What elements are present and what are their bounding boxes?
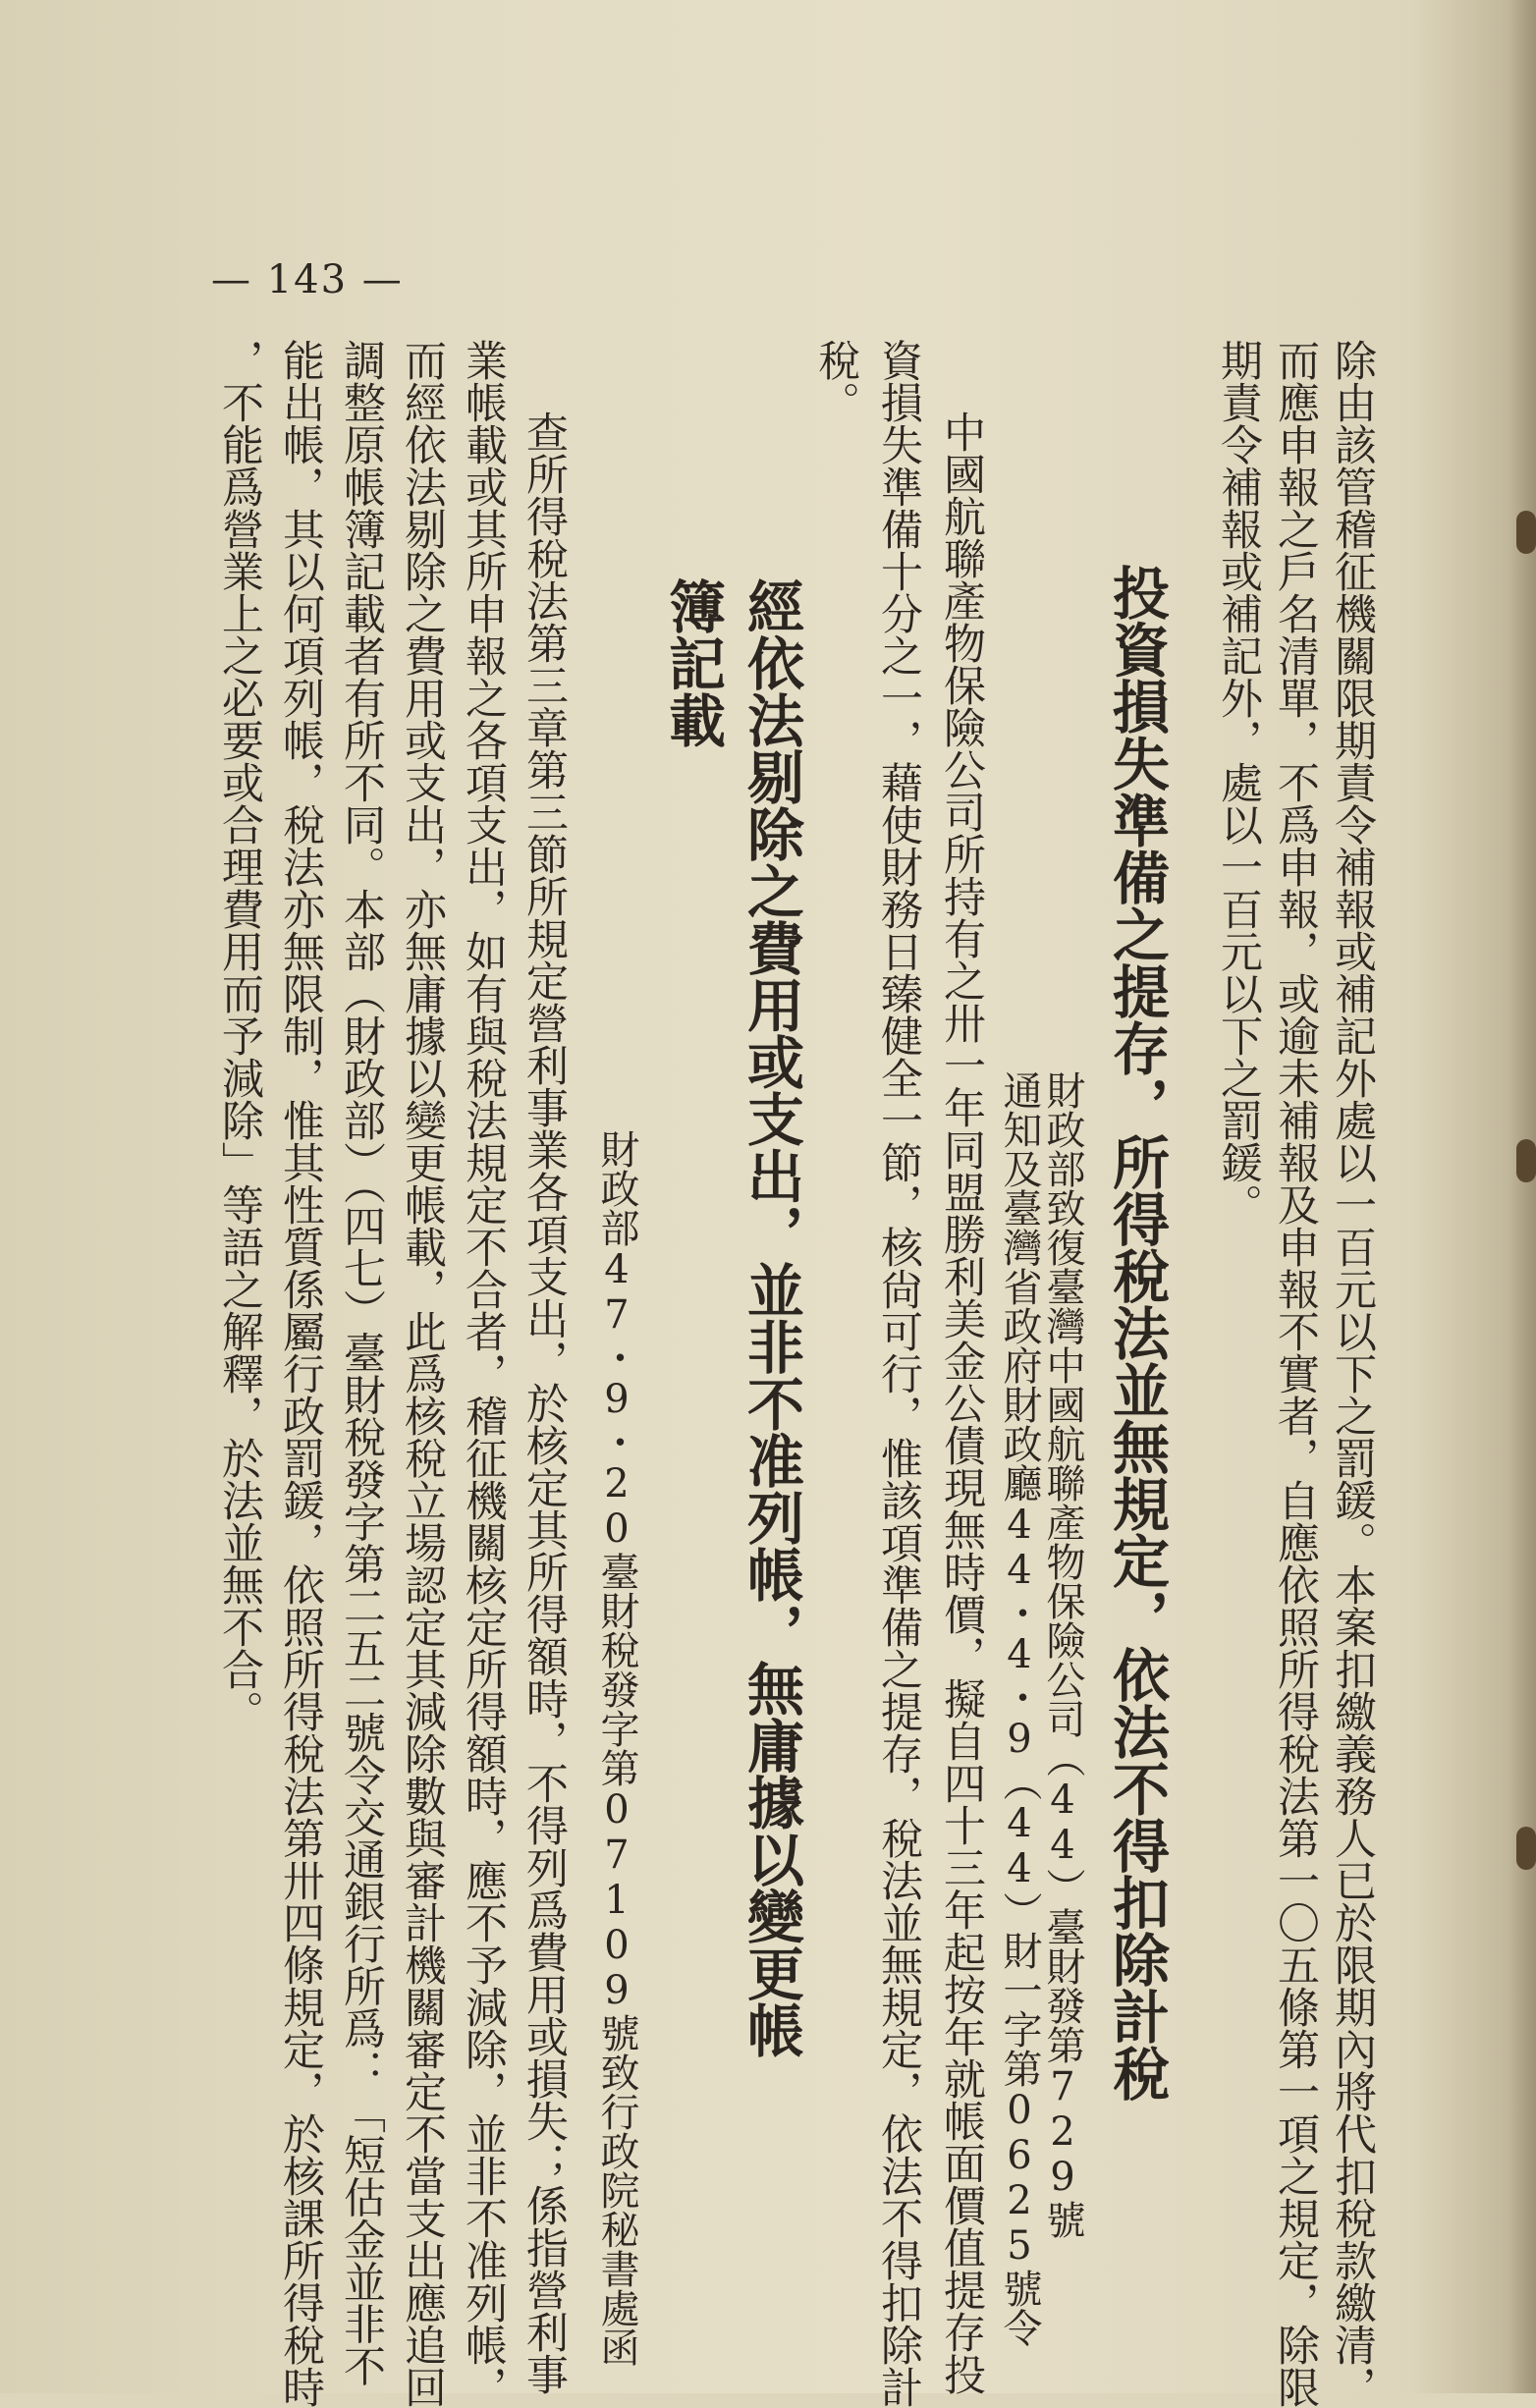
page-number: — 143 — xyxy=(211,257,404,302)
page-binding-edge xyxy=(1509,0,1536,2393)
binding-hole xyxy=(1516,1139,1536,1182)
section2-body-line: 調整原帳簿記載者有所不同。本部（財政部）（四七）臺財稅發字第二五二號令交通銀行所爲：「短估金並非不 xyxy=(337,339,386,2387)
prev-section-line: 除由該管稽征機關限期責令補報或補記外處以一百元以下之罰鍰。本案扣繳義務人已於限期內將代扣稅款繳清， xyxy=(1328,339,1377,2408)
section1-body-line: 資損失準備十分之一，藉使財務日臻健全一節，核尙可行，惟該項準備之提存，稅法並無規定，依法不得扣除計 xyxy=(874,339,923,2408)
section1-body-line: 稅。 xyxy=(811,339,860,423)
prev-section-line: 期責令補報或補記外，處以一百元以下之罰鍰。 xyxy=(1214,339,1263,1226)
section2-body-line: 而經依法剔除之費用或支出，亦無庸據以變更帳載，此爲核稅立場認定其減除數與審計機關審定不當支出應追回 xyxy=(398,339,447,2408)
binding-hole xyxy=(1516,1827,1536,1870)
section2-citation: 財政部47・9・20臺財稅發字第07109號致行政院秘書處函 xyxy=(594,1129,639,2367)
section2-body-line: ，不能爲營業上之必要或合理費用而予減除」等語之解釋，於法並無不合。 xyxy=(215,339,264,1732)
section2-body-line: 能出帳，其以何項列帳，稅法亦無限制，惟其性質係屬行政罰鍰，依照所得稅法第卅四條規定，於核課所得稅時 xyxy=(276,339,325,2408)
section1-citation-line: 通知及臺灣省政府財政廳44・4・9（44）財一字第0625號令 xyxy=(997,1070,1042,2347)
section1-body-line: 中國航聯產物保險公司所持有之卅一年同盟勝利美金公債現無時價，擬自四十三年起按年就帳面價值提存投 xyxy=(937,410,986,2395)
section1-citation-line: 財政部致復臺灣中國航聯產物保險公司（44）臺財發第729號 xyxy=(1040,1070,1085,2239)
section2-body-line: 業帳載或其所申報之各項支出，如有與稅法規定不合者，稽征機關核定所得額時，應不予減除，並非不准列帳， xyxy=(459,339,508,2408)
prev-section-line: 而應申報之戶名清單，不爲申報，或逾未補報及申報不實者，自應依照所得稅法第一〇五條第一項之規定，除限 xyxy=(1271,339,1320,2408)
section1-title: 投資損失準備之提存，所得稅法並無規定，依法不得扣除計稅 xyxy=(1103,564,1170,2102)
section2-body-line: 查所得稅法第三章第三節所規定營利事業各項支出，於核定其所得額時，不得列爲費用或損失；係指營利事 xyxy=(520,410,569,2395)
binding-hole xyxy=(1516,511,1536,554)
section2-title-line: 經依法剔除之費用或支出，並非不准列帳，無庸據以變更帳 xyxy=(738,577,804,2058)
section2-title-line: 簿記載 xyxy=(659,577,726,748)
